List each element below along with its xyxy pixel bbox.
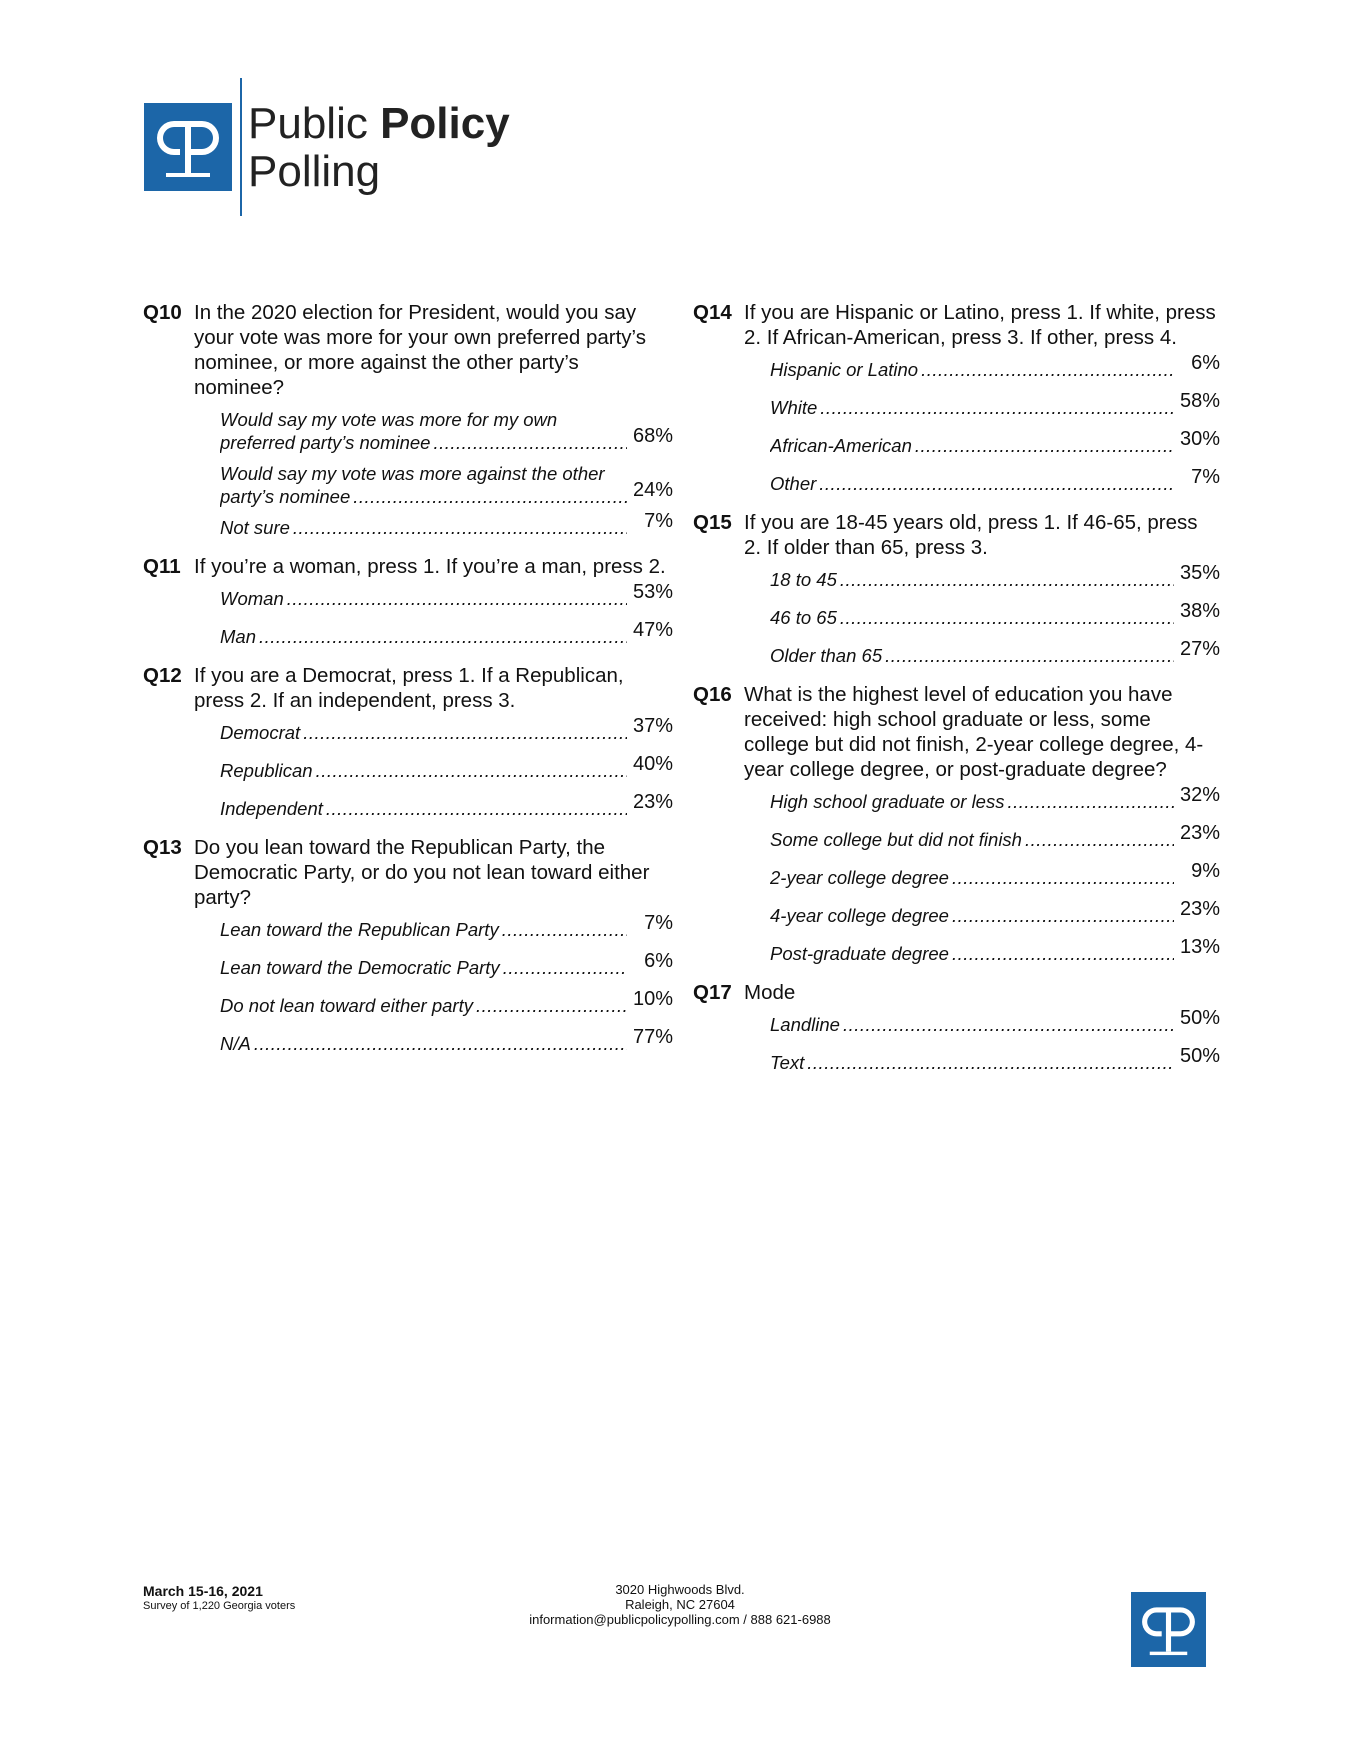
answer-label: Lean toward the Republican Party	[220, 919, 499, 940]
question-text: If you are 18-45 years old, press 1. If 46-65, press 2. If older than 65, press 3.	[744, 511, 1198, 559]
answer-label-container	[770, 606, 1174, 629]
answer-percentage: 77%	[632, 1026, 673, 1048]
answer-row	[770, 352, 1220, 381]
question-header	[693, 682, 1220, 782]
answer-label-container	[770, 790, 1174, 813]
answer-row	[220, 1026, 673, 1055]
question-text: Mode	[744, 981, 796, 1004]
answer-list	[220, 581, 673, 648]
answer-label-container	[770, 828, 1174, 851]
answer-label: Text	[770, 1052, 805, 1073]
ppp-logo-icon	[144, 103, 232, 191]
answer-label-container	[770, 1051, 1174, 1074]
answer-percentage: 9%	[1191, 860, 1220, 882]
answer-percentage: 6%	[1191, 352, 1220, 374]
answer-label: Landline	[770, 1014, 840, 1035]
footer-address	[430, 1582, 930, 1627]
answer-percentage: 13%	[1179, 936, 1220, 958]
answer-label-container	[770, 1013, 1174, 1036]
answer-label: Republican	[220, 760, 313, 781]
answer-row	[770, 1007, 1220, 1036]
question-q15	[693, 510, 1220, 667]
question-text: If you’re a woman, press 1. If you’re a man, press 2.	[194, 555, 666, 578]
answer-row	[770, 822, 1220, 851]
answer-row	[770, 600, 1220, 629]
question-number: Q10	[143, 301, 182, 324]
answer-row	[770, 562, 1220, 591]
answer-label-container	[770, 866, 1174, 889]
answer-label: Older than 65	[770, 645, 883, 666]
answer-label-container	[770, 942, 1174, 965]
answer-row	[220, 581, 673, 610]
question-text: In the 2020 election for President, would you say your vote was more for your own preferred party’s nominee, or more against the other party’s nominee?	[194, 301, 646, 399]
answer-list	[220, 912, 673, 1055]
question-q16	[693, 682, 1220, 965]
question-number: Q11	[143, 555, 181, 578]
question-number: Q12	[143, 664, 182, 687]
answer-label: African-American	[770, 435, 912, 456]
answer-row	[770, 638, 1220, 667]
answer-label: Lean toward the Democratic Party	[220, 957, 500, 978]
survey-description: Survey of 1,220 Georgia voters	[143, 1600, 296, 1612]
answer-label: Would say my vote was more against the other party’s nominee	[220, 463, 605, 507]
question-q17	[693, 980, 1220, 1074]
answer-percentage: 23%	[632, 791, 673, 813]
answer-row	[220, 715, 673, 744]
address-line1: 3020 Highwoods Blvd.	[615, 1582, 745, 1597]
question-number: Q16	[693, 683, 732, 706]
question-q11	[143, 554, 673, 648]
answer-percentage: 7%	[644, 912, 673, 934]
answer-percentage: 53%	[632, 581, 673, 603]
survey-date: March 15-16, 2021	[143, 1583, 263, 1599]
answer-list	[770, 1007, 1220, 1074]
answer-percentage: 32%	[1179, 784, 1220, 806]
answer-label-container	[220, 797, 627, 820]
answer-row	[220, 408, 673, 454]
contact-line: information@publicpolicypolling.com / 888 621-6988	[529, 1612, 831, 1627]
answer-percentage: 10%	[632, 988, 673, 1010]
answer-label-container	[220, 625, 627, 648]
answer-label-container	[220, 918, 627, 941]
question-q13	[143, 835, 673, 1055]
answer-label: Independent	[220, 798, 323, 819]
right-column	[693, 300, 1220, 1089]
answer-label-container	[770, 434, 1174, 457]
question-text: Do you lean toward the Republican Party, the Democratic Party, or do you not lean toward either party?	[194, 836, 650, 909]
answer-row	[770, 860, 1220, 889]
brand-name	[248, 100, 510, 196]
answer-label-container	[770, 568, 1174, 591]
answer-label: White	[770, 397, 818, 418]
question-number: Q15	[693, 511, 732, 534]
answer-percentage: 7%	[644, 510, 673, 532]
answer-label-container	[770, 396, 1174, 419]
question-header	[693, 980, 1220, 1005]
address-line2: Raleigh, NC 27604	[625, 1597, 735, 1612]
answer-label-container	[220, 721, 627, 744]
answer-label-container	[220, 759, 627, 782]
brand-polling: Polling	[248, 147, 381, 196]
answer-label: 2-year college degree	[770, 867, 949, 888]
answer-label: Do not lean toward either party	[220, 995, 473, 1016]
answer-label: Not sure	[220, 517, 290, 538]
logo-divider	[240, 78, 242, 216]
question-q12	[143, 663, 673, 820]
answer-label: Post-graduate degree	[770, 943, 949, 964]
question-number: Q13	[143, 836, 182, 859]
question-text: If you are a Democrat, press 1. If a Republican, press 2. If an independent, press 3.	[194, 664, 624, 712]
answer-row	[220, 791, 673, 820]
answer-row	[220, 912, 673, 941]
answer-row	[770, 1045, 1220, 1074]
answer-label-container	[220, 956, 627, 979]
answer-label: Woman	[220, 588, 284, 609]
answer-row	[770, 390, 1220, 419]
question-header	[143, 835, 673, 910]
answer-row	[770, 936, 1220, 965]
left-column	[143, 300, 673, 1070]
answer-percentage: 58%	[1179, 390, 1220, 412]
answer-row	[220, 753, 673, 782]
ppp-logo	[144, 78, 524, 216]
answer-row	[220, 510, 673, 539]
answer-percentage: 38%	[1179, 600, 1220, 622]
question-header	[143, 300, 673, 400]
question-number: Q14	[693, 301, 732, 324]
answer-label-container	[770, 644, 1174, 667]
answer-label: 46 to 65	[770, 607, 837, 628]
answer-percentage: 24%	[632, 479, 673, 501]
question-header	[143, 554, 673, 579]
answer-label: High school graduate or less	[770, 791, 1005, 812]
answer-label-container	[220, 994, 627, 1017]
answer-row	[220, 950, 673, 979]
answer-row	[220, 988, 673, 1017]
answer-label: Man	[220, 626, 256, 647]
answer-percentage: 7%	[1191, 466, 1220, 488]
answer-label: Democrat	[220, 722, 301, 743]
answer-label-container	[220, 587, 627, 610]
answer-label: Would say my vote was more for my own preferred party’s nominee	[220, 409, 558, 453]
question-text: If you are Hispanic or Latino, press 1. If white, press 2. If African-American, press 3. If other, press 4.	[744, 301, 1216, 349]
answer-label-container	[220, 408, 627, 454]
answer-label-container	[770, 472, 1174, 495]
answer-label: Hispanic or Latino	[770, 359, 919, 380]
answer-list	[770, 784, 1220, 965]
answer-label: 4-year college degree	[770, 905, 949, 926]
answer-percentage: 50%	[1179, 1007, 1220, 1029]
question-q14	[693, 300, 1220, 495]
answer-percentage: 23%	[1179, 822, 1220, 844]
question-header	[693, 510, 1220, 560]
answer-row	[770, 784, 1220, 813]
answer-label: 18 to 45	[770, 569, 837, 590]
answer-percentage: 50%	[1179, 1045, 1220, 1067]
answer-percentage: 30%	[1179, 428, 1220, 450]
answer-row	[770, 428, 1220, 457]
answer-list	[220, 408, 673, 539]
answer-list	[770, 352, 1220, 495]
answer-label-container	[220, 516, 627, 539]
answer-label-container	[770, 358, 1174, 381]
answer-percentage: 47%	[632, 619, 673, 641]
answer-list	[770, 562, 1220, 667]
answer-label: Some college but did not finish	[770, 829, 1022, 850]
question-text: What is the highest level of education you have received: high school graduate or less, some college but did not finish, 2-year college degree, 4-year college degree, or post-graduate degree?	[744, 683, 1204, 781]
answer-label-container	[220, 462, 627, 508]
answer-percentage: 35%	[1179, 562, 1220, 584]
footer-survey-info	[143, 1584, 295, 1614]
brand-policy: Policy	[380, 99, 510, 148]
question-header	[143, 663, 673, 713]
brand-public: Public	[248, 99, 368, 148]
answer-percentage: 37%	[632, 715, 673, 737]
answer-label: N/A	[220, 1033, 251, 1054]
question-header	[693, 300, 1220, 350]
answer-percentage: 27%	[1179, 638, 1220, 660]
answer-percentage: 68%	[632, 425, 673, 447]
answer-label: Other	[770, 473, 817, 494]
question-number: Q17	[693, 981, 732, 1004]
question-q10	[143, 300, 673, 539]
answer-percentage: 40%	[632, 753, 673, 775]
answer-percentage: 23%	[1179, 898, 1220, 920]
answer-percentage: 6%	[644, 950, 673, 972]
answer-row	[770, 466, 1220, 495]
answer-row	[220, 619, 673, 648]
footer-logo-icon	[1131, 1592, 1206, 1667]
answer-row	[770, 898, 1220, 927]
answer-list	[220, 715, 673, 820]
answer-row	[220, 462, 673, 508]
answer-label-container	[220, 1032, 627, 1055]
answer-label-container	[770, 904, 1174, 927]
